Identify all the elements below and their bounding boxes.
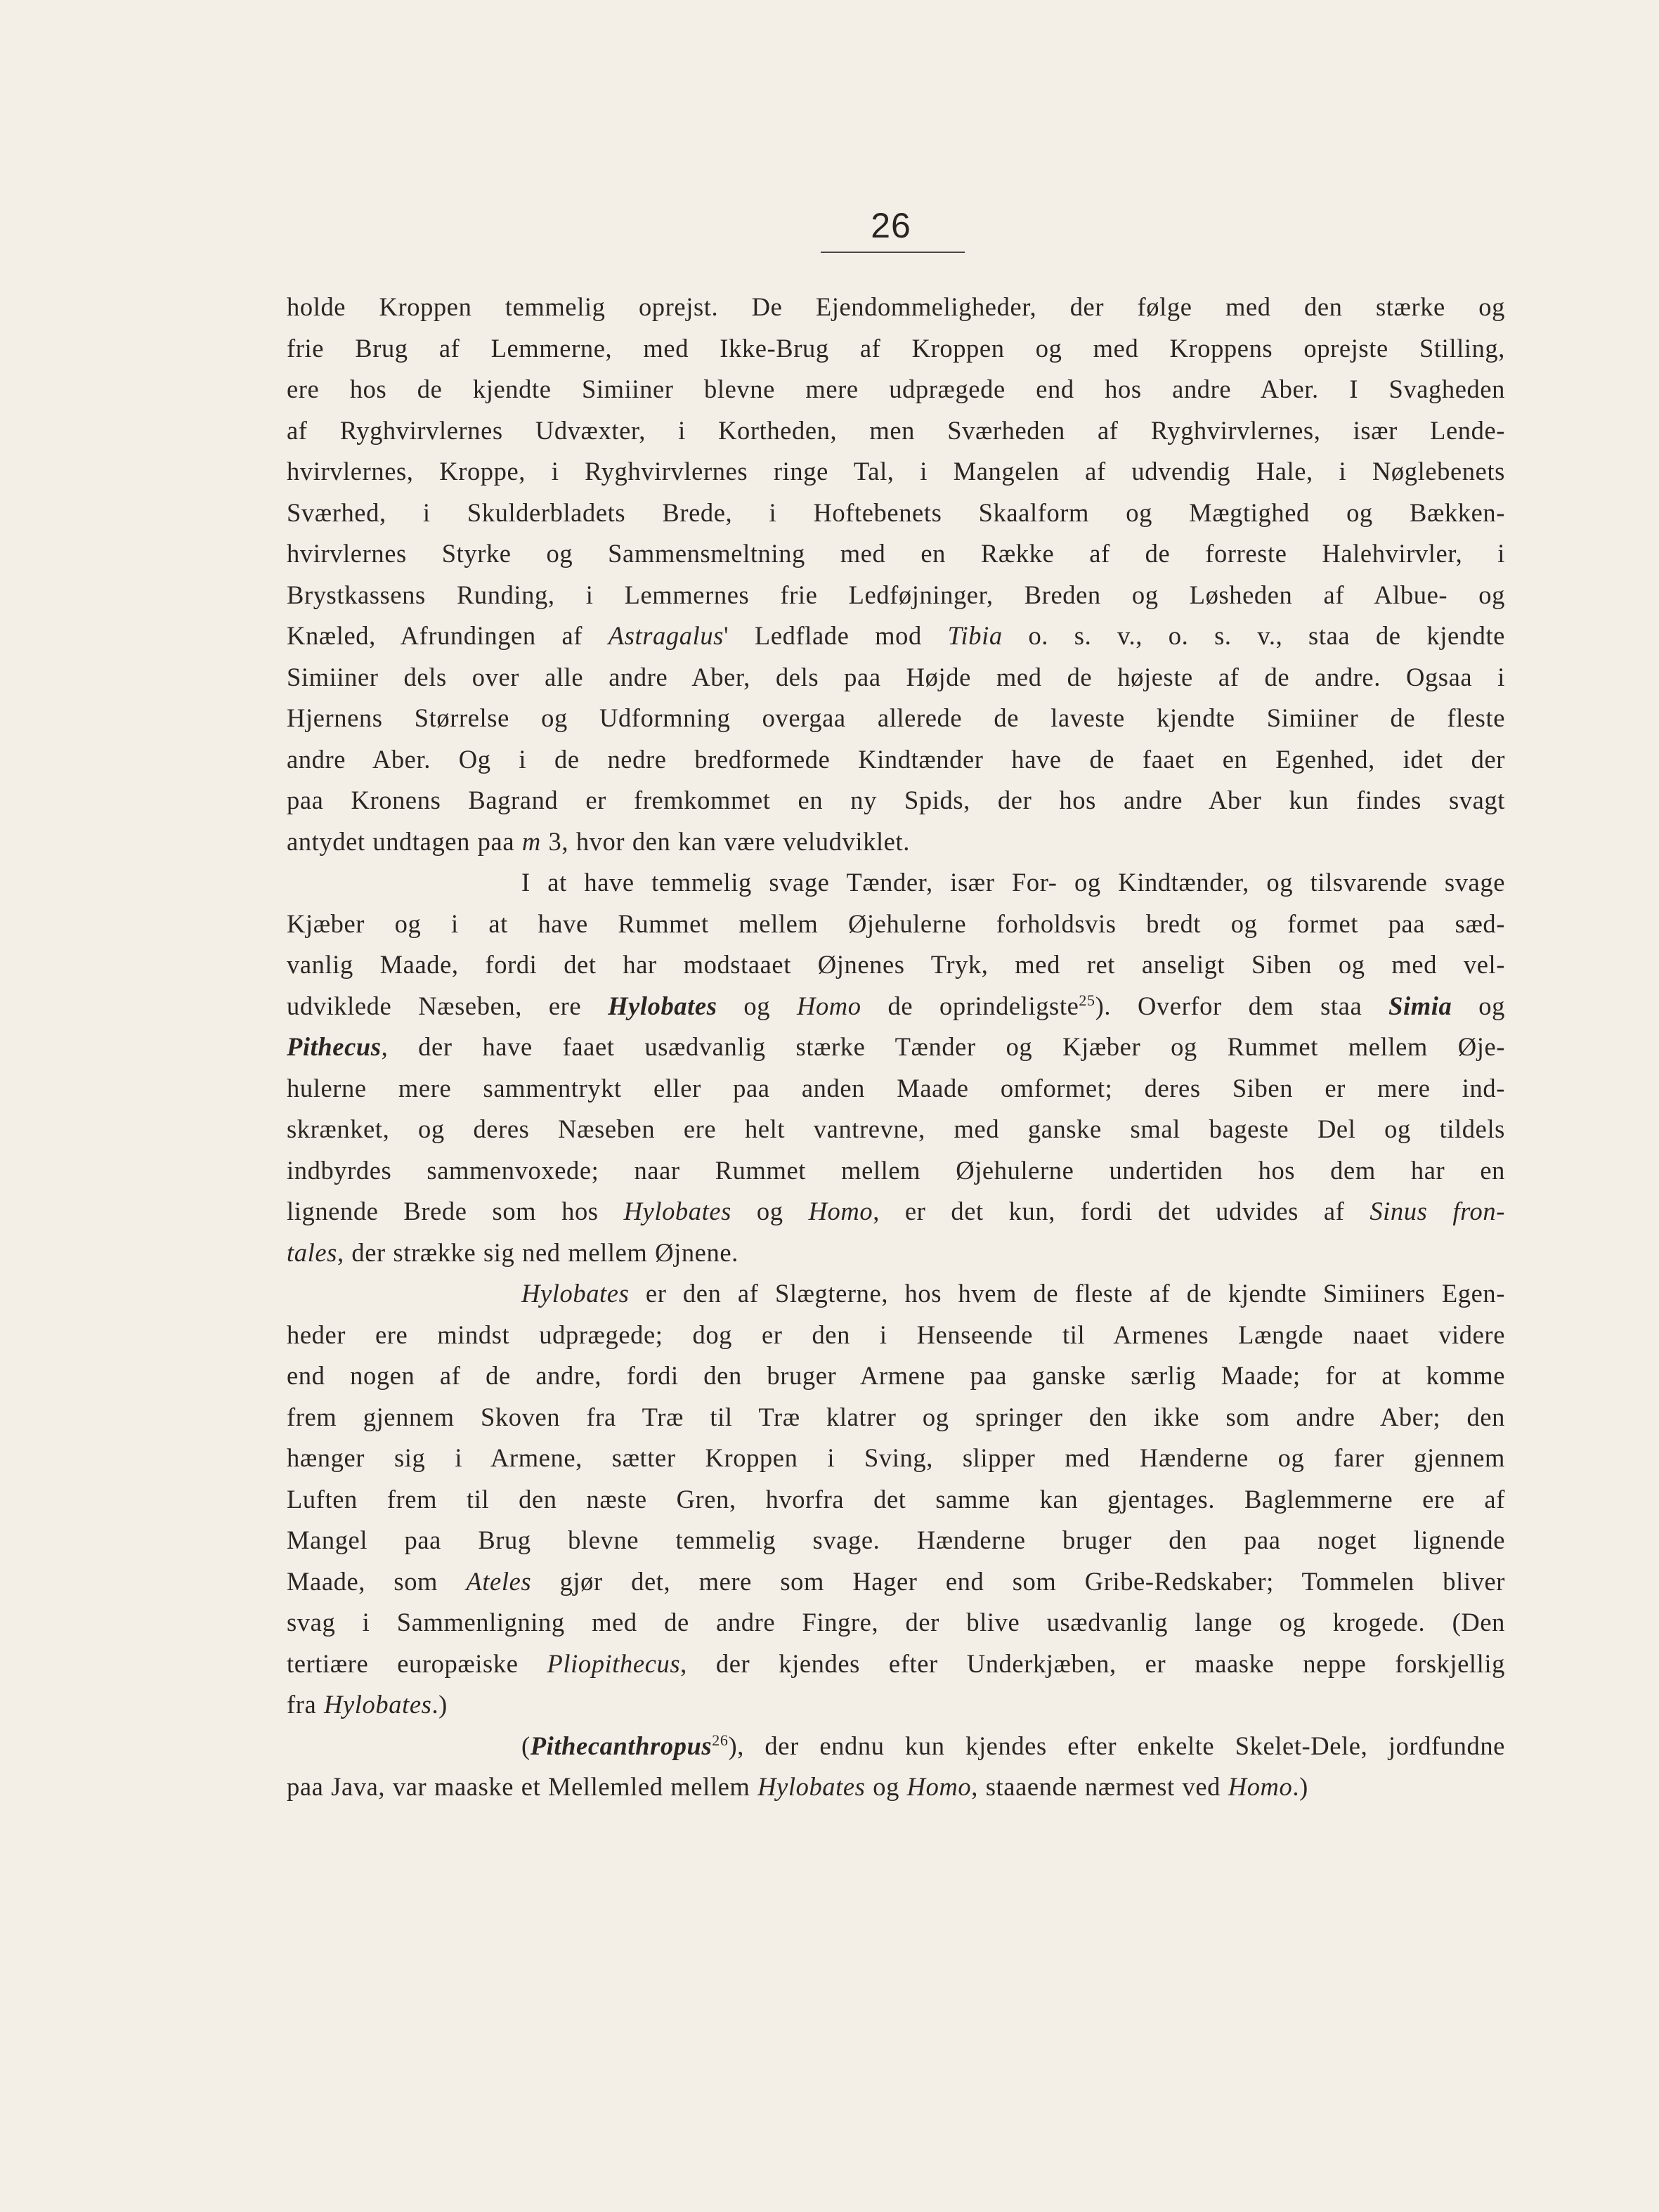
- text-line: [287, 698, 1505, 739]
- text-line: [287, 1644, 1505, 1685]
- text-line: [287, 1355, 1505, 1397]
- text-run: heder ere mindst udprægede; dog er den i Henseende til Armenes Længde naaet videre: [287, 1320, 1505, 1349]
- text-run: Brystkassens Runding, i Lemmernes frie Ledføjninger, Breden og Løsheden af Albue- og: [287, 580, 1505, 609]
- text-line: [287, 1520, 1505, 1561]
- text-line: [287, 1438, 1505, 1479]
- page-number: 26: [871, 206, 911, 245]
- text-line: [287, 328, 1505, 370]
- text-run: o. s. v., o. s. v., staa de kjendte: [1002, 621, 1505, 650]
- text-line: [287, 944, 1505, 986]
- text-run: Luften frem til den næste Gren, hvorfra det samme kan gjentages. Baglemmerne ere af: [287, 1484, 1505, 1514]
- paragraph: [287, 287, 1505, 862]
- text-run: hvirvlernes Styrke og Sammensmeltning med en Række af de forreste Halehvirvler, i: [287, 539, 1505, 568]
- text-run: Hjernens Størrelse og Udformning overgaa allerede de laveste kjendte Simiiner de fleste: [287, 703, 1505, 732]
- text-run: ), der endnu kun kjendes efter enkelte Skelet-Dele, jordfundne: [728, 1731, 1505, 1760]
- text-run: Simiiner dels over alle andre Aber, dels paa Højde med de højeste af de andre. Ogsaa i: [287, 662, 1505, 691]
- footnote-ref: 26: [712, 1731, 729, 1749]
- text-run: lignende Brede som hos: [287, 1197, 624, 1225]
- paragraph: [287, 1726, 1505, 1808]
- text-run: , der kjendes efter Underkjæben, er maaske neppe forskjellig: [680, 1648, 1505, 1678]
- text-run: Knæled, Afrundingen af: [287, 621, 609, 650]
- text-run: 3, hvor den kan være veludviklet.: [540, 826, 910, 856]
- text-run: andre Aber. Og i de nedre bredformede Kindtænder have de faaet en Egenhed, idet der: [287, 744, 1505, 774]
- text-line: [287, 1397, 1505, 1438]
- italic-term: Tibia: [947, 621, 1003, 650]
- italic-term: Homo: [1228, 1772, 1293, 1801]
- italic-term: Sinus fron-: [1370, 1197, 1506, 1225]
- page-number-rule: [821, 252, 965, 253]
- text-run: .): [431, 1690, 448, 1719]
- text-run: fra: [287, 1690, 325, 1719]
- text-line: [287, 1232, 1505, 1274]
- text-line: [287, 657, 1505, 698]
- body-text: [287, 287, 1505, 1808]
- text-line: [287, 1561, 1505, 1603]
- text-run: I at have temmelig svage Tænder, især For- og Kindtænder, og tilsvarende svage: [521, 868, 1505, 897]
- text-line: [287, 493, 1505, 534]
- text-run: , der strække sig ned mellem Øjnene.: [337, 1237, 739, 1267]
- text-run: Kjæber og i at have Rummet mellem Øjehulerne forholdsvis bredt og formet paa sæd-: [287, 909, 1505, 938]
- text-line: [287, 1027, 1505, 1068]
- italic-term: Ateles: [466, 1566, 532, 1596]
- text-line: [287, 1273, 1505, 1315]
- text-line: [287, 1150, 1505, 1192]
- text-run: indbyrdes sammenvoxede; naar Rummet mellem Øjehulerne undertiden hos dem har en: [287, 1155, 1505, 1185]
- paragraph: [287, 862, 1505, 1273]
- text-run: antydet undtagen paa: [287, 826, 522, 856]
- text-line: [287, 533, 1505, 575]
- text-run: og: [1452, 991, 1505, 1020]
- text-run: og: [717, 991, 797, 1020]
- text-run: .): [1292, 1772, 1308, 1801]
- text-line: [287, 369, 1505, 410]
- italic-term: Hylobates: [324, 1690, 432, 1719]
- text-line: [287, 575, 1505, 616]
- italic-term: Homo: [808, 1197, 873, 1225]
- text-line: [287, 904, 1505, 945]
- text-run: vanlig Maade, fordi det har modstaaet Øjnenes Tryk, med ret anseligt Siben og med vel-: [287, 950, 1505, 979]
- text-line: [287, 1315, 1505, 1356]
- text-run: , er det kun, fordi det udvides af: [873, 1197, 1370, 1225]
- italic-term: Pliopithecus: [547, 1648, 681, 1678]
- text-line: [287, 1684, 1505, 1726]
- text-run: end nogen af de andre, fordi den bruger Armene paa ganske særlig Maade; for at komme: [287, 1361, 1505, 1390]
- text-run: hænger sig i Armene, sætter Kroppen i Sving, slipper med Hænderne og farer gjennem: [287, 1443, 1505, 1472]
- text-run: Mangel paa Brug blevne temmelig svage. Hænderne bruger den paa noget lignende: [287, 1525, 1505, 1554]
- footnote-ref: 25: [1079, 991, 1095, 1009]
- text-run: tertiære europæiske: [287, 1648, 547, 1678]
- text-line: [287, 410, 1505, 452]
- italic-term: Hylobates: [623, 1197, 731, 1225]
- text-line: [287, 739, 1505, 781]
- genus-name: Simia: [1388, 991, 1452, 1020]
- text-line: [287, 1602, 1505, 1644]
- italic-term: Hylobates: [521, 1279, 630, 1308]
- text-run: ere hos de kjendte Simiiner blevne mere udprægede end hos andre Aber. I Svagheden: [287, 375, 1505, 403]
- text-run: skrænket, og deres Næseben ere helt vantrevne, med ganske smal bageste Del og tildels: [287, 1114, 1505, 1143]
- italic-term: tales: [287, 1237, 337, 1267]
- text-line: [287, 821, 1505, 863]
- text-line: [287, 1109, 1505, 1150]
- text-run: og: [731, 1197, 809, 1225]
- text-line: [287, 1767, 1505, 1808]
- text-run: frem gjennem Skoven fra Træ til Træ klatrer og springer den ikke som andre Aber; den: [287, 1402, 1505, 1431]
- text-run: og: [865, 1772, 907, 1801]
- genus-name: Pithecus: [287, 1032, 382, 1061]
- paragraph: [287, 1273, 1505, 1726]
- italic-term: Astragalus: [608, 621, 724, 650]
- text-run: holde Kroppen temmelig oprejst. De Ejendommeligheder, der følge med den stærke og: [287, 292, 1505, 321]
- text-run: , staaende nærmest ved: [971, 1772, 1228, 1801]
- text-run: paa Java, var maaske et Mellemled mellem: [287, 1772, 758, 1801]
- text-line: [287, 1191, 1505, 1232]
- text-run: hvirvlernes, Kroppe, i Ryghvirvlernes ringe Tal, i Mangelen af udvendig Hale, i Nøglebenets: [287, 457, 1505, 486]
- text-line: [287, 1726, 1505, 1767]
- italic-term: m: [521, 826, 541, 856]
- genus-name: Hylobates: [608, 991, 717, 1020]
- text-run: af Ryghvirvlernes Udvæxter, i Kortheden, men Sværheden af Ryghvirvlernes, især Lende-: [287, 415, 1505, 445]
- text-line: [287, 862, 1505, 904]
- text-run: , der have faaet usædvanlig stærke Tænder og Kjæber og Rummet mellem Øje-: [381, 1032, 1505, 1061]
- text-run: de oprindeligste: [861, 991, 1079, 1020]
- text-run: hulerne mere sammentrykt eller paa anden Maade omformet; deres Siben er mere ind-: [287, 1073, 1505, 1102]
- italic-term: Hylobates: [757, 1772, 866, 1801]
- text-line: [287, 1479, 1505, 1521]
- text-run: udviklede Næseben, ere: [287, 991, 609, 1020]
- italic-term: Homo: [796, 991, 861, 1020]
- italic-term: Homo: [906, 1772, 972, 1801]
- text-run: Sværhed, i Skulderbladets Brede, i Hoftebenets Skaalform og Mægtighed og Bækken-: [287, 497, 1505, 527]
- text-line: [287, 1068, 1505, 1110]
- genus-name: Pithecanthropus: [530, 1731, 713, 1760]
- text-run: Maade, som: [287, 1566, 467, 1596]
- text-run: er den af Slægterne, hos hvem de fleste af de kjendte Simiiners Egen-: [629, 1279, 1505, 1308]
- text-line: [287, 986, 1505, 1027]
- text-run: ). Overfor dem staa: [1095, 991, 1389, 1020]
- text-line: [287, 451, 1505, 493]
- text-run: (: [521, 1731, 531, 1760]
- text-line: [287, 287, 1505, 328]
- text-run: svag i Sammenligning med de andre Fingre, der blive usædvanlig lange og krogede. (Den: [287, 1608, 1505, 1637]
- text-run: paa Kronens Bagrand er fremkommet en ny Spids, der hos andre Aber kun findes svagt: [287, 786, 1505, 814]
- text-run: frie Brug af Lemmerne, med Ikke-Brug af Kroppen og med Kroppens oprejste Stilling,: [287, 333, 1505, 363]
- text-run: gjør det, mere som Hager end som Gribe-Redskaber; Tommelen bliver: [531, 1566, 1505, 1596]
- text-line: [287, 616, 1505, 657]
- text-run: ' Ledflade mod: [724, 621, 948, 650]
- text-line: [287, 780, 1505, 821]
